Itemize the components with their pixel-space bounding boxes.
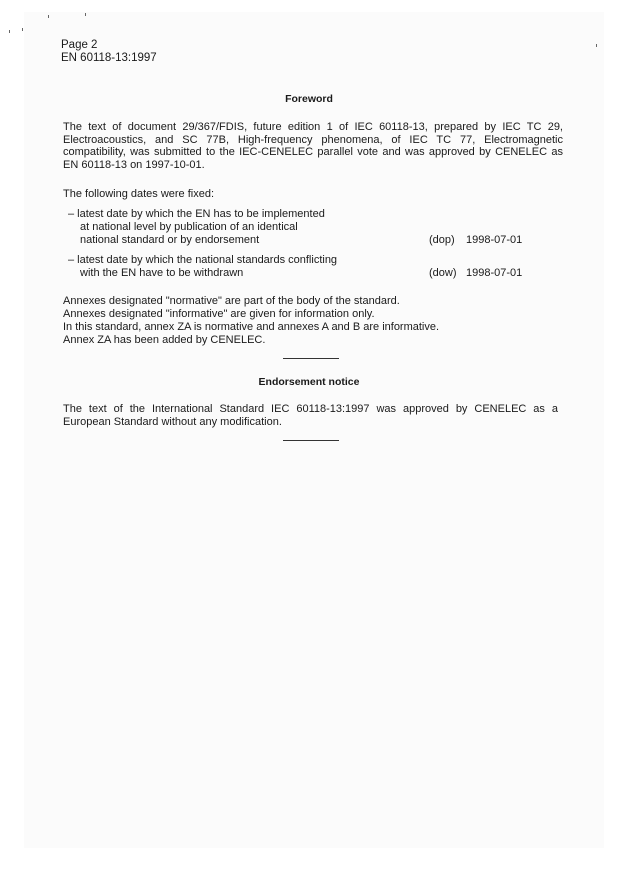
scan-artifact xyxy=(22,28,23,31)
date-item-dop-line-2: at national level by publication of an identical xyxy=(80,221,298,233)
scan-artifact xyxy=(48,15,49,18)
endorsement-body: The text of the International Standard IEC 60118-13:1997 was approved by CENELEC as a European Standard without any modification. xyxy=(63,403,558,428)
date-value-dow: 1998-07-01 xyxy=(466,267,523,279)
date-value-dop: 1998-07-01 xyxy=(466,234,523,246)
date-code-dow: (dow) xyxy=(429,267,457,279)
date-item-dop-line-1: – latest date by which the EN has to be implemented xyxy=(68,208,325,220)
scan-artifact xyxy=(9,30,10,33)
annex-note: In this standard, annex ZA is normative and annexes A and B are informative. xyxy=(63,321,440,333)
date-item-dow-line-2: with the EN have to be withdrawn xyxy=(80,267,244,279)
date-item-dow-line-1: – latest date by which the national standards conflicting xyxy=(68,254,338,266)
scan-artifact xyxy=(85,13,86,16)
dates-intro: The following dates were fixed: xyxy=(63,188,215,200)
annex-note: Annex ZA has been added by CENELEC. xyxy=(63,334,266,346)
document-number: EN 60118-13:1997 xyxy=(61,52,157,64)
end-divider xyxy=(283,440,339,441)
endorsement-heading: Endorsement notice xyxy=(258,376,360,388)
scan-artifact xyxy=(596,44,597,47)
annex-note: Annexes designated "informative" are given for information only. xyxy=(63,308,375,320)
date-item-dop-line-3: national standard or by endorsement xyxy=(80,234,260,246)
foreword-heading: Foreword xyxy=(285,93,333,105)
page-label: Page 2 xyxy=(61,39,98,51)
section-divider xyxy=(283,358,339,359)
annex-note: Annexes designated "normative" are part of the body of the standard. xyxy=(63,295,400,307)
foreword-body: The text of document 29/367/FDIS, future edition 1 of IEC 60118-13, prepared by IEC TC 29, Electroacoustics, and SC 77B, High-frequency phenomena, of IEC TC 77, Electromagnetic compatibility, was submitted to the IEC-CENELEC parallel vote and was approved by CENELEC as EN 60118-13 on 1997-10-01. xyxy=(63,121,563,171)
date-code-dop: (dop) xyxy=(429,234,455,246)
